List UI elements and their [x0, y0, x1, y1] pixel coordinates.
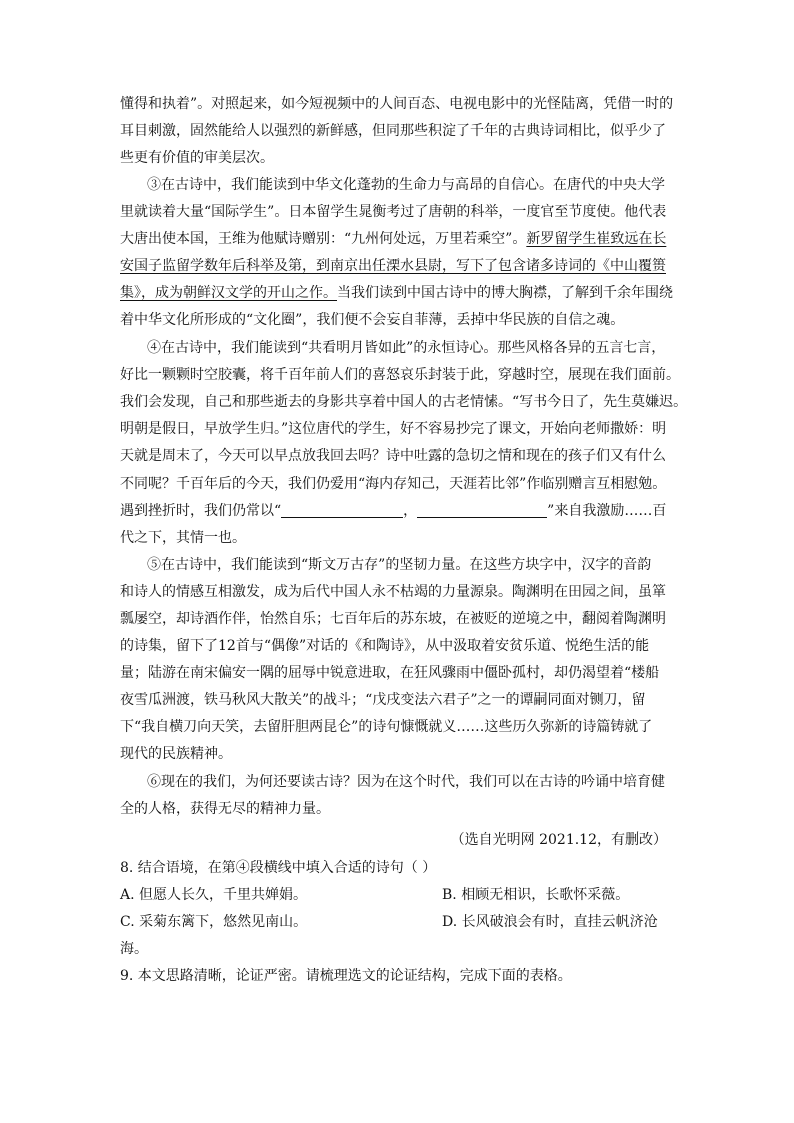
paragraph-4-line-4: 明朝是假日，早放学生归。”这位唐代的学生，好不容易抄完了课文，开始向老师撒娇：明	[120, 421, 667, 437]
paragraph-6-line-1: ⑥现在的我们，为何还要读古诗？因为在这个时代，我们可以在古诗的吟诵中培育健	[147, 774, 665, 790]
paragraph-4-line-5: 天就是周末了，今天可以早点放我回去吗？诗中吐露的急切之情和现在的孩子们又有什么	[120, 448, 666, 464]
source-citation: （选自光明网 2021.12，有删改）	[450, 832, 667, 848]
option-d-continued: 海。	[120, 941, 148, 957]
paragraph-5-line-3: 瓢屡空，却诗酒作伴，怡然自乐；七百年后的苏东坡，在被贬的逆境之中，翻阅着陶渊明	[120, 611, 666, 627]
paragraph-4-text: 遇到挫折时，我们仍常以“	[120, 503, 282, 519]
paragraph-3-text: 大唐出使本国，王维为他赋诗赠别：“九州何处远，万里若乘空”。	[120, 231, 527, 247]
question-8-stem: 8. 结合语境，在第④段横线中填入合适的诗句（ ）	[120, 860, 437, 876]
paragraph-4-text: ”来自我激励……百	[547, 503, 667, 519]
paragraph-5-line-5: 量；陆游在南宋偏安一隅的屈辱中锐意进取，在狂风骤雨中僵卧孤村，却仍渴望着“楼船	[120, 665, 660, 681]
paragraph-2-line-2: 耳目刺激，固然能给人以强烈的新鲜感，但同那些积淀了千年的古典诗词相比，似乎少了	[120, 123, 666, 139]
paragraph-6-line-2: 全的人格，获得无尽的精神力量。	[120, 801, 330, 817]
option-a[interactable]: A. 但愿人长久，千里共婵娟。	[120, 887, 308, 903]
comma: ，	[403, 503, 418, 519]
underlined-text: 集》，成为朝鲜汉文学的开山之作。	[120, 285, 337, 301]
underlined-text: 新罗留学生崔致远在长	[526, 231, 667, 247]
fill-blank-1[interactable]	[281, 503, 403, 518]
paragraph-3-line-2: 里就读着大量“国际学生”。日本留学生晁衡考过了唐朝的科举，一度官至节度使。他代表	[120, 204, 667, 220]
option-c[interactable]: C. 采菊东篱下，悠然见南山。	[120, 914, 308, 930]
paragraph-4-line-6: 不同呢？千百年后的今天，我们仍爱用“海内存知己，天涯若比邻”作临别赠言互相慰勉。	[120, 476, 667, 492]
paragraph-5-line-7: 下“我自横刀向天笑，去留肝胆两昆仑”的诗句慷慨就义……这些历久弥新的诗篇铸就了	[120, 719, 653, 735]
paragraph-4-line-3: 我们会发现，自己和那些逝去的身影共享着中国人的古老情愫。“写书今日了，先生莫嫌迟。	[120, 394, 688, 410]
paragraph-3-line-3	[120, 229, 666, 249]
question-9-stem: 9. 本文思路清晰，论证严密。请梳理选文的论证结构，完成下面的表格。	[120, 968, 572, 984]
option-d[interactable]: D. 长风破浪会有时，直挂云帆济沧	[442, 914, 658, 930]
paragraph-4-line-2: 好比一颗颗时空胶囊，将千百年前人们的喜怒哀乐封装于此，穿越时空，展现在我们面前。	[120, 367, 680, 383]
underlined-line: 安国子监留学数年后科举及第，到南京出任溧水县尉，写下了包含诸多诗词的《中山覆篑	[120, 258, 666, 274]
paragraph-3-line-1: ③在古诗中，我们能读到中华文化蓬勃的生命力与高昂的自信心。在唐代的中央大学	[147, 177, 665, 193]
paragraph-4-line-8: 代之下，其情一也。	[120, 530, 246, 546]
paragraph-4-line-1: ④在古诗中，我们能读到“共看明月皆如此”的永恒诗心。那些风格各异的五言七言，	[147, 340, 666, 356]
paragraph-5-line-4: 的诗集，留下了12首与“偶像”对话的《和陶诗》，从中汲取着安贫乐道、悦绝生活的能	[120, 638, 650, 654]
paragraph-3-line-6: 着中华文化所形成的“文化圈”，我们便不会妄自菲薄，丢掉中华民族的自信之魂。	[120, 312, 625, 328]
paragraph-5-line-2: 和诗人的情感互相激发，成为后代中国人永不枯竭的力量源泉。陶渊明在田园之间，虽箪	[120, 584, 666, 600]
fill-blank-2[interactable]	[417, 503, 547, 518]
paragraph-2-line-3: 些更有价值的审美层次。	[120, 150, 274, 166]
paragraph-5-line-8: 现代的民族精神。	[120, 746, 232, 762]
paragraph-5-line-1: ⑤在古诗中，我们能读到“斯文万古存”的坚韧力量。在这些方块字中，汉字的音韵	[147, 557, 652, 573]
paragraph-5-line-6: 夜雪瓜洲渡，铁马秋风大散关”的战斗；“戊戌变法六君子”之一的谭嗣同面对铡刀，留	[120, 692, 646, 708]
option-b[interactable]: B. 相顾无相识，长歌怀采薇。	[442, 887, 630, 903]
paragraph-4-line-7	[120, 501, 666, 521]
paragraph-2-line-1: 懂得和执着”。对照起来，如今短视频中的人间百态、电视电影中的光怪陆离，凭借一时的	[120, 96, 674, 112]
paragraph-3-line-5	[120, 283, 673, 303]
paragraph-3-text: 当我们读到中国古诗中的博大胸襟，了解到千余年围绕	[337, 285, 673, 301]
